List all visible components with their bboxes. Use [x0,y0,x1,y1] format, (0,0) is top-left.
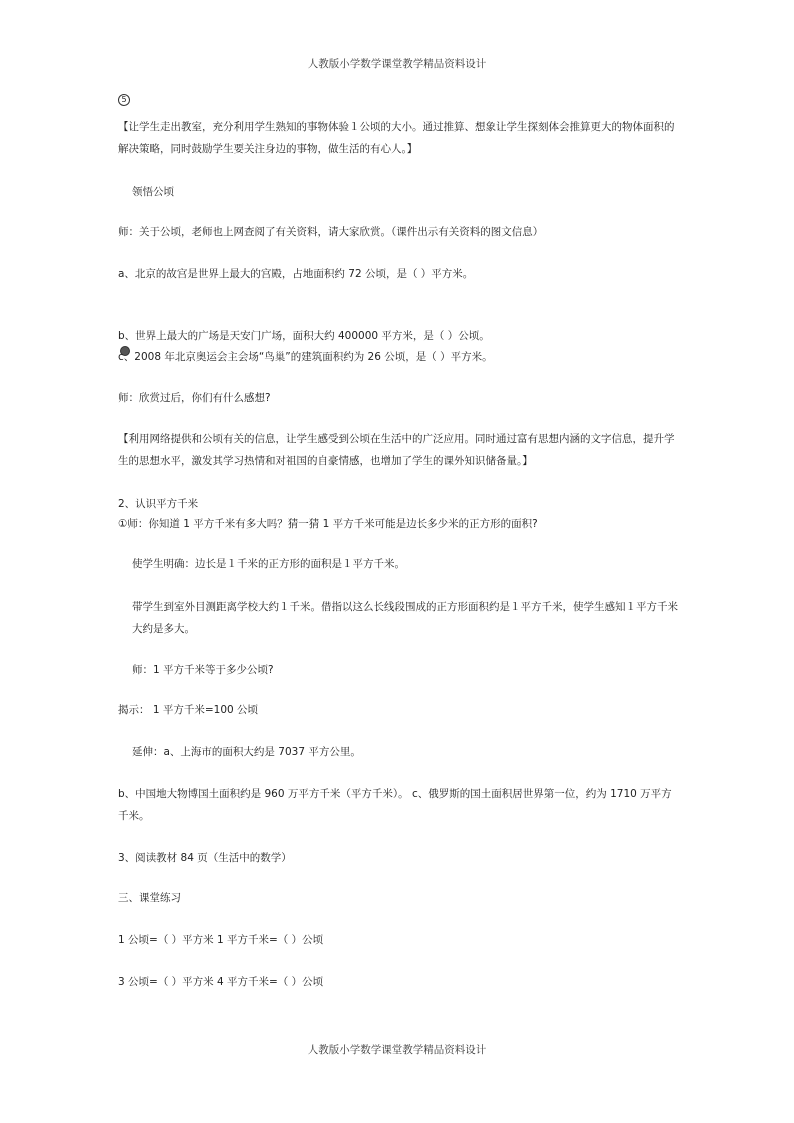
note-paragraph-1: 【让学生走出教室，充分利用学生熟知的事物体验１公顷的大小。通过推算、想象让学生探刻体会推算更大的物体面积的解决策略，同时鼓励学生要关注身边的事物，做生活的有心人。】 [118,121,675,155]
paragraph-dai: 带学生到室外目测距离学校大约１千米。借指以这么长线段围成的正方形面积约是１平方千米，使学生感知１平方千米大约是多大。 [132,601,678,635]
paragraph-shi-3: 师：1 平方千米等于多少公顷? [132,664,274,676]
section-heading-2: 2、认识平方千米 [118,498,199,510]
section-heading-three: 三、课堂练习 [118,892,181,904]
exercise-2: 3 公顷=（ ）平方米 4 平方千米=（ ）公顷 [118,976,324,988]
paragraph-shi-2: 师：欣赏过后，你们有什么感想? [118,392,271,404]
question-1: ①师：你知道 1 平方千米有多大吗？猜一猜 1 平方千米可能是边长多少米的正方形的面积? [118,518,538,530]
section-heading-3: 3、阅读教材 84 页（生活中的数学） [118,852,292,864]
circled-number: 5 [118,94,130,106]
paragraph-c: c、2008 年北京奥运会主会场“鸟巢”的建筑面积约为 26 公顷，是（ ）平方米。 [118,351,493,363]
paragraph-jieshi: 揭示： 1 平方千米=100 公顷 [118,704,259,716]
item-number-5 [118,88,678,112]
paragraph-a: a、北京的故宫是世界上最大的宫殿，占地面积约 72 公顷，是（ ）平方米。 [118,268,474,280]
paragraph-yanshen: 延伸：a、上海市的面积大约是 7037 平方公里。 [132,746,361,758]
paragraph-mingque: 使学生明确：边长是１千米的正方形的面积是１平方千米。 [132,558,405,570]
exercise-1: 1 公顷=（ ）平方米 1 平方千米=（ ）公顷 [118,934,324,946]
page-header: 人教版小学数学课堂教学精品资料设计 [307,58,487,70]
paragraph-b2: b、中国地大物博国土面积约是 960 万平方千米（平方千米）。 c、俄罗斯的国土面积居世界第一位，约为 1710 万平方千米。 [118,788,672,822]
page-footer: 人教版小学数学课堂教学精品资料设计 [307,1044,487,1056]
heading-lingwu: 领悟公顷 [132,186,174,198]
paragraph-shi-1: 师：关于公顷，老师也上网查阅了有关资料，请大家欣赏。（课件出示有关资料的图文信息） [118,226,544,238]
note-paragraph-2: 【利用网络提供和公顷有关的信息，让学生感受到公顷在生活中的广泛应用。同时通过富有思想内涵的文字信息，提升学生的思想水平，激发其学习热情和对祖国的自豪情感，也增加了学生的课外知识储备量。】 [118,433,675,467]
paragraph-b: b、世界上最大的广场是天安门广场，面积大约 400000 平方米，是（ ）公顷。 [118,330,490,342]
